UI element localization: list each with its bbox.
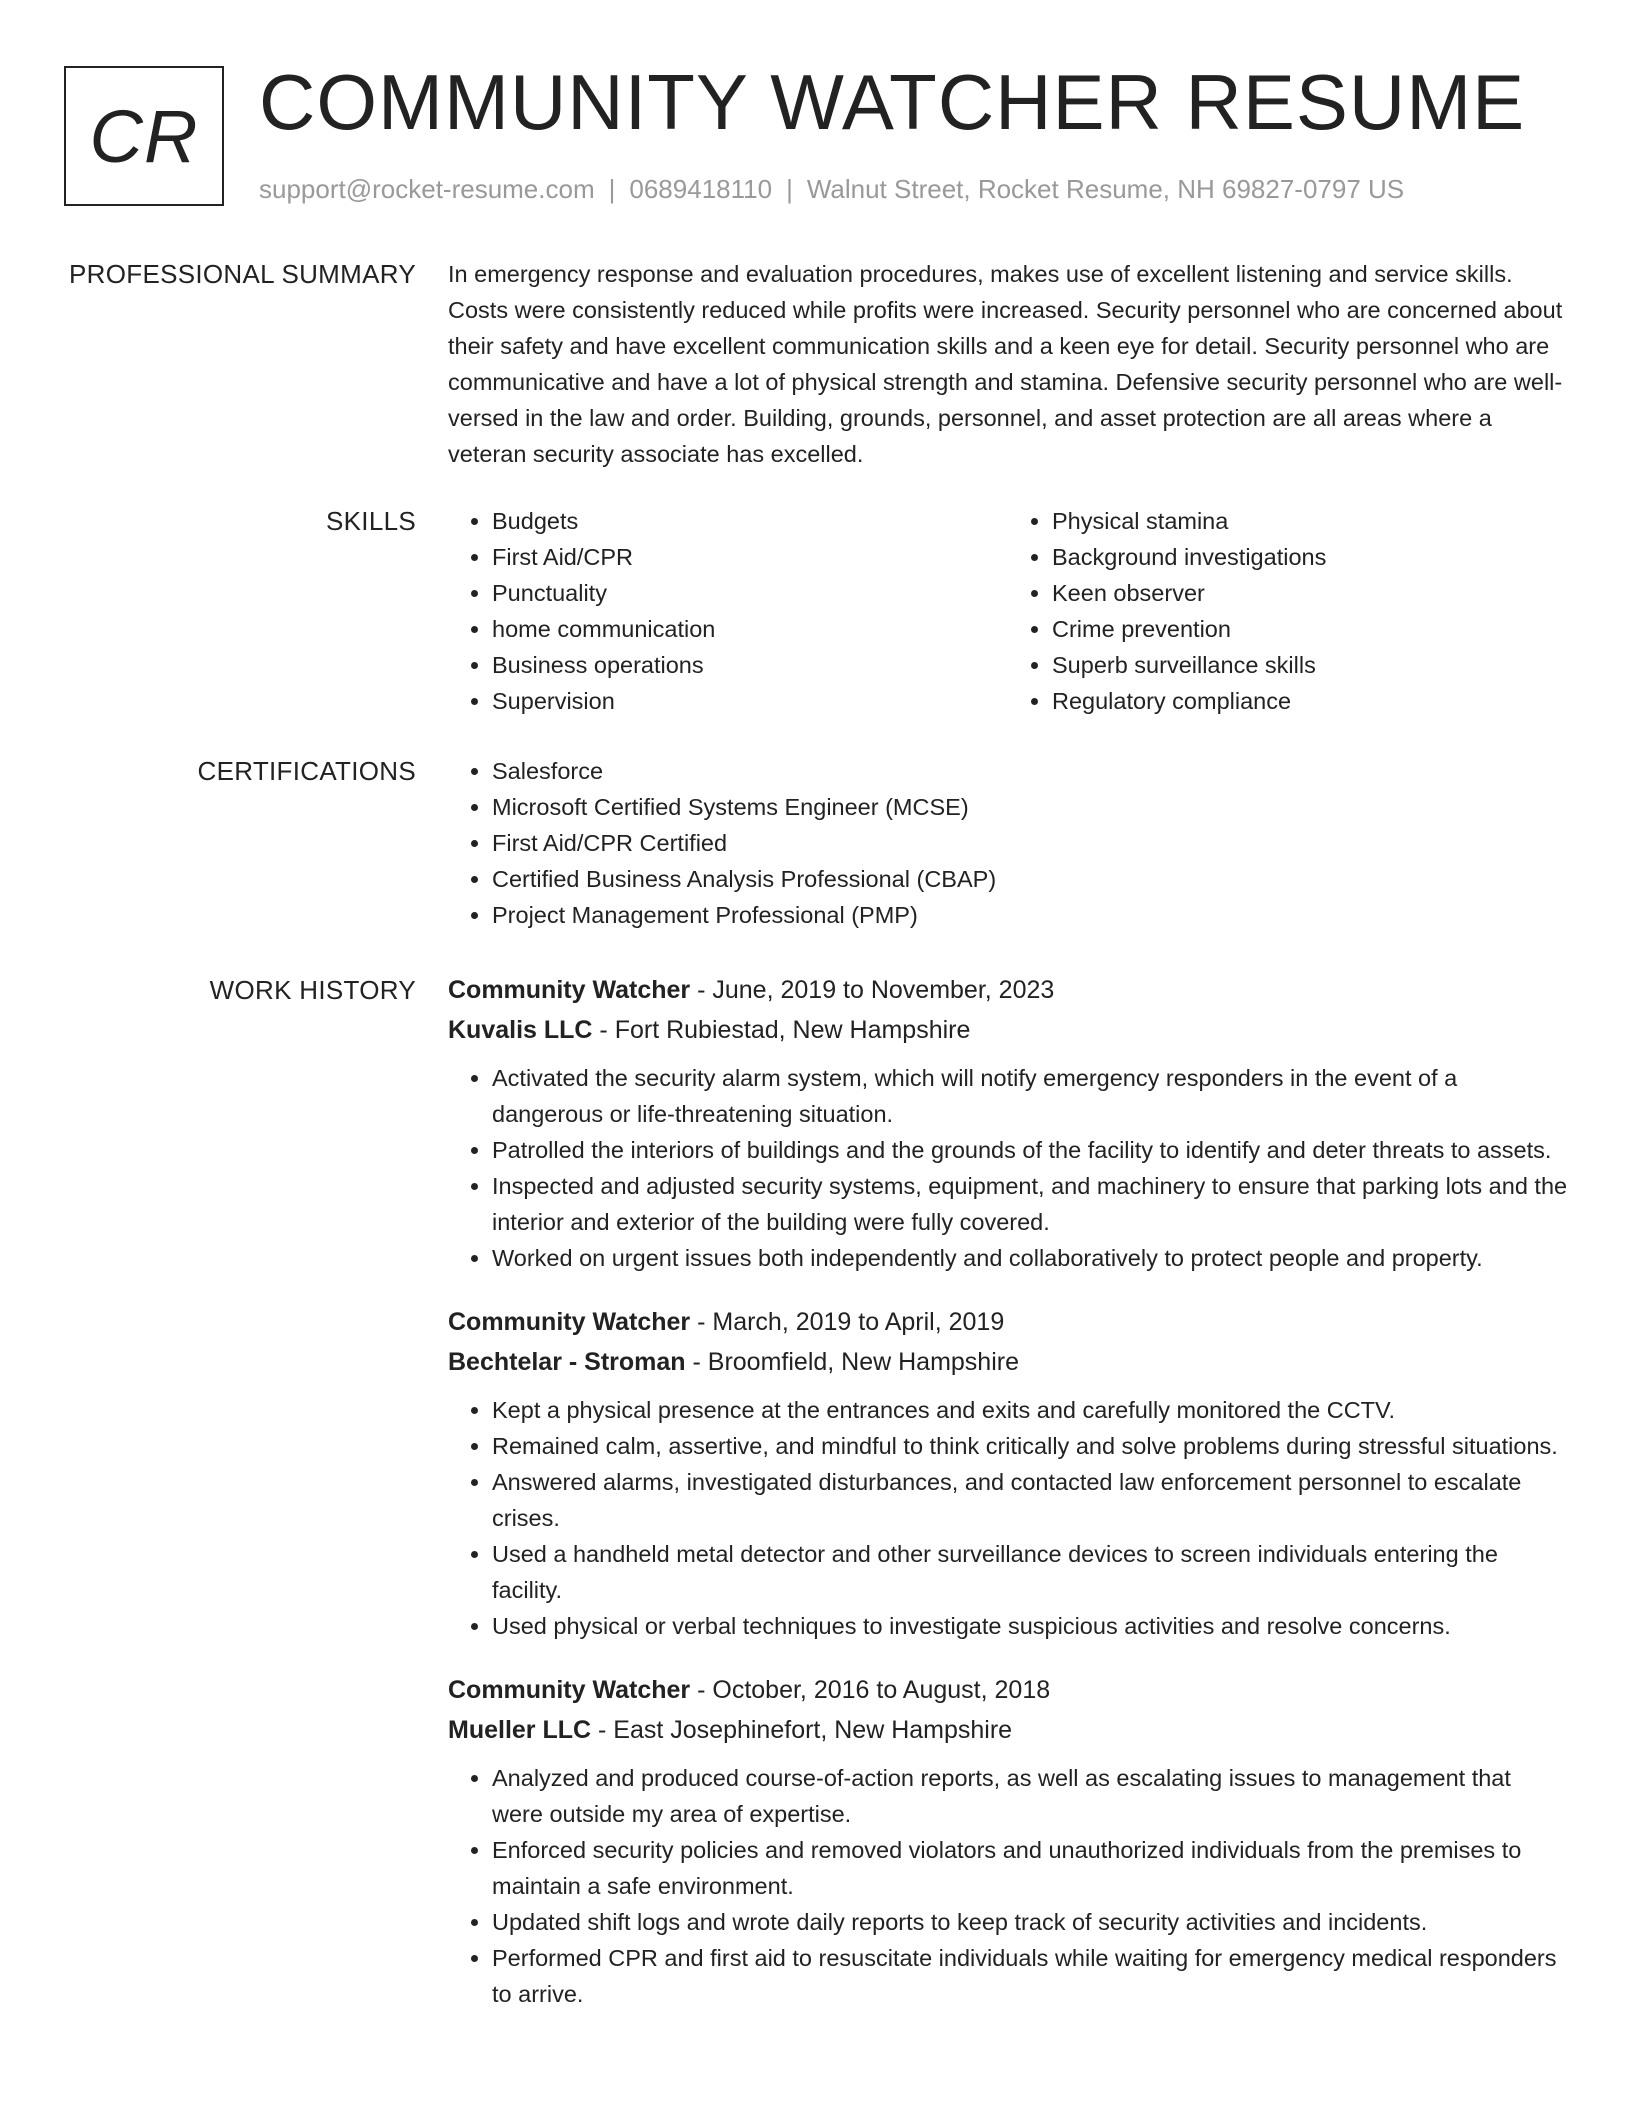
skill-item: • Business operations bbox=[492, 647, 1008, 683]
job-company-line bbox=[448, 1010, 1568, 1050]
job-title: Community Watcher bbox=[448, 1308, 691, 1336]
job-company: Bechtelar - Stroman bbox=[448, 1348, 686, 1376]
job-bullet: • Remained calm, assertive, and mindful to think critically and solve problems during stressful situations. bbox=[492, 1428, 1568, 1464]
contact-address: Walnut Street, Rocket Resume, NH 69827-0797 US bbox=[806, 174, 1405, 204]
skill-item: • First Aid/CPR bbox=[492, 539, 1008, 575]
job-bullet: • Worked on urgent issues both independently and collaboratively to protect people and property. bbox=[492, 1240, 1568, 1276]
skill-item: • Punctuality bbox=[492, 575, 1008, 611]
skill-item: • Supervision bbox=[492, 683, 1008, 719]
skill-item: • Crime prevention bbox=[1052, 611, 1568, 647]
job-company-line bbox=[448, 1342, 1568, 1382]
certification-item: • First Aid/CPR Certified bbox=[492, 825, 1568, 861]
skill-item: • Budgets bbox=[492, 503, 1008, 539]
job-location: - Fort Rubiestad, New Hampshire bbox=[592, 1016, 971, 1044]
section-label-summary: PROFESSIONAL SUMMARY bbox=[69, 259, 416, 289]
job-location: - Broomfield, New Hampshire bbox=[685, 1348, 1019, 1376]
skill-item: • Keen observer bbox=[1052, 575, 1568, 611]
job-bullet: • Answered alarms, investigated disturbances, and contacted law enforcement personnel to escalate crises. bbox=[492, 1464, 1568, 1536]
job-bullet: • Analyzed and produced course-of-action reports, as well as escalating issues to management that were outside my area of expertise. bbox=[492, 1760, 1568, 1832]
section-label-certifications: CERTIFICATIONS bbox=[197, 756, 416, 786]
summary-text: In emergency response and evaluation procedures, makes use of excellent listening and service skills. Costs were consistently reduced while profits were increased. Security personnel who are concerned about their safety and have excellent communication skills and a keen eye for detail. Security personnel who are communicative and have a lot of physical strength and stamina. Defensive security personnel who are well-versed in the law and order. Building, grounds, personnel, and asset protection are all areas where a veteran security associate has excelled. bbox=[448, 261, 1563, 467]
job-bullet: • Used a handheld metal detector and other surveillance devices to screen individuals entering the facility. bbox=[492, 1536, 1568, 1608]
skill-item: • home communication bbox=[492, 611, 1008, 647]
job-entry bbox=[448, 970, 1568, 1276]
certification-item: • Salesforce bbox=[492, 753, 1568, 789]
monogram-logo: CR bbox=[64, 66, 224, 206]
skill-item: • Superb surveillance skills bbox=[1052, 647, 1568, 683]
job-company: Mueller LLC bbox=[448, 1716, 592, 1744]
certification-item: • Certified Business Analysis Professional (CBAP) bbox=[492, 861, 1568, 897]
job-entry bbox=[448, 1670, 1568, 2012]
job-bullet: • Inspected and adjusted security systems, equipment, and machinery to ensure that parking lots and the interior and exterior of the building were fully covered. bbox=[492, 1168, 1568, 1240]
job-title: Community Watcher bbox=[448, 976, 691, 1004]
certification-item: • Project Management Professional (PMP) bbox=[492, 897, 1568, 933]
job-bullets bbox=[448, 1060, 1568, 1276]
skill-item: • Background investigations bbox=[1052, 539, 1568, 575]
job-bullet: • Updated shift logs and wrote daily reports to keep track of security activities and incidents. bbox=[492, 1904, 1568, 1940]
job-bullets bbox=[448, 1760, 1568, 2012]
job-bullet: • Kept a physical presence at the entrances and exits and carefully monitored the CCTV. bbox=[492, 1392, 1568, 1428]
skills-list-left bbox=[448, 503, 1008, 719]
job-title-line bbox=[448, 1302, 1568, 1342]
section-label-work-history: WORK HISTORY bbox=[209, 975, 416, 1005]
job-entry bbox=[448, 1302, 1568, 1644]
job-bullet: • Activated the security alarm system, which will notify emergency responders in the event of a dangerous or life-threatening situation. bbox=[492, 1060, 1568, 1132]
job-location: - East Josephinefort, New Hampshire bbox=[591, 1716, 1013, 1744]
contact-email: support@rocket-resume.com bbox=[259, 174, 595, 204]
job-title-line bbox=[448, 1670, 1568, 1710]
certification-item: • Microsoft Certified Systems Engineer (MCSE) bbox=[492, 789, 1568, 825]
skill-item: • Physical stamina bbox=[1052, 503, 1568, 539]
job-dates: - June, 2019 to November, 2023 bbox=[690, 976, 1055, 1004]
job-bullet: • Patrolled the interiors of buildings and the grounds of the facility to identify and deter threats to assets. bbox=[492, 1132, 1568, 1168]
job-bullets bbox=[448, 1392, 1568, 1644]
skills-list-right bbox=[1008, 503, 1568, 719]
job-dates: - March, 2019 to April, 2019 bbox=[690, 1308, 1005, 1336]
certifications-list bbox=[448, 753, 1568, 933]
resume-title: COMMUNITY WATCHER RESUME bbox=[259, 58, 1526, 146]
contact-line bbox=[259, 174, 1404, 205]
skill-item: • Regulatory compliance bbox=[1052, 683, 1568, 719]
section-label-skills: SKILLS bbox=[326, 506, 416, 536]
contact-separator: | bbox=[608, 174, 616, 204]
contact-phone: 0689418110 bbox=[629, 174, 773, 204]
job-bullet: • Performed CPR and first aid to resuscitate individuals while waiting for emergency medical responders to arrive. bbox=[492, 1940, 1568, 2012]
job-dates: - October, 2016 to August, 2018 bbox=[690, 1676, 1051, 1704]
job-company: Kuvalis LLC bbox=[448, 1016, 593, 1044]
job-title: Community Watcher bbox=[448, 1676, 691, 1704]
job-title-line bbox=[448, 970, 1568, 1010]
contact-separator: | bbox=[786, 174, 793, 204]
job-company-line bbox=[448, 1710, 1568, 1750]
job-bullet: • Used physical or verbal techniques to investigate suspicious activities and resolve concerns. bbox=[492, 1608, 1568, 1644]
job-bullet: • Enforced security policies and removed violators and unauthorized individuals from the premises to maintain a safe environment. bbox=[492, 1832, 1568, 1904]
